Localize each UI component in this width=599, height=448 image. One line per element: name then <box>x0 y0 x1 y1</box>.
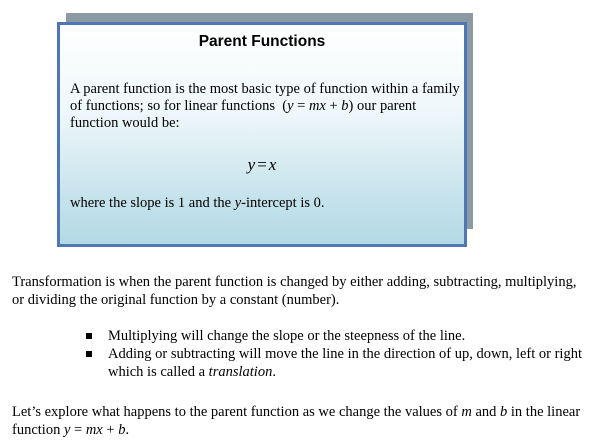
callout-intro-text: A parent function is the most basic type of function within a family of functions; so for linear functions <box>70 81 460 114</box>
explore-b2: b <box>118 422 126 438</box>
footer-start: where the slope is 1 and the <box>70 195 232 211</box>
list-item <box>86 345 586 381</box>
explore-mid: in the linear function <box>12 404 581 438</box>
callout-intro <box>70 81 460 132</box>
parent-functions-callout <box>57 22 467 247</box>
formula-mx: mx <box>308 98 326 114</box>
formula-eq: = <box>293 98 309 114</box>
formula-open: ( <box>282 98 288 114</box>
explore-b: b <box>500 404 508 420</box>
bullet-marker <box>86 351 92 357</box>
equation-right: x <box>268 155 277 174</box>
callout-intro-end: our parent function would be: <box>70 98 417 131</box>
bullet-text: Multiplying will change the slope or the steepness of the line. <box>108 328 466 344</box>
callout-footer <box>70 195 325 212</box>
parent-equation <box>60 155 464 175</box>
explore-and: and <box>475 404 497 420</box>
bullet-text: Adding or subtracting will move the line in the direction of up, down, left or right which is called a <box>108 346 582 380</box>
transformation-paragraph: Transformation is when the parent function is changed by either adding, subtracting, multiplying, or dividing the original function by a constant (number). <box>12 274 577 308</box>
equation-left: y <box>247 155 256 174</box>
explore-paragraph <box>12 403 587 439</box>
explore-m: m <box>461 404 472 420</box>
bullet-end: . <box>272 364 276 380</box>
translation-term: translation <box>208 364 273 380</box>
explore-end: . <box>125 422 130 438</box>
formula-plus: + <box>325 98 342 114</box>
explore-mx: mx <box>85 422 103 438</box>
formula-b: b <box>341 98 349 114</box>
explore-start: Let’s explore what happens to the parent function as we change the values of <box>12 404 458 420</box>
explore-eq: = <box>70 422 86 438</box>
formula-y: y <box>287 98 294 114</box>
explore-y: y <box>63 422 71 438</box>
equation-op: = <box>257 155 267 174</box>
list-item <box>86 327 586 345</box>
formula-close: ) <box>348 98 354 114</box>
bullet-list <box>86 327 586 381</box>
footer-y: y <box>234 195 242 211</box>
callout-title: Parent Functions <box>198 33 326 50</box>
explore-plus: + <box>102 422 119 438</box>
footer-end: -intercept is 0. <box>241 195 325 211</box>
bullet-marker <box>86 333 92 339</box>
